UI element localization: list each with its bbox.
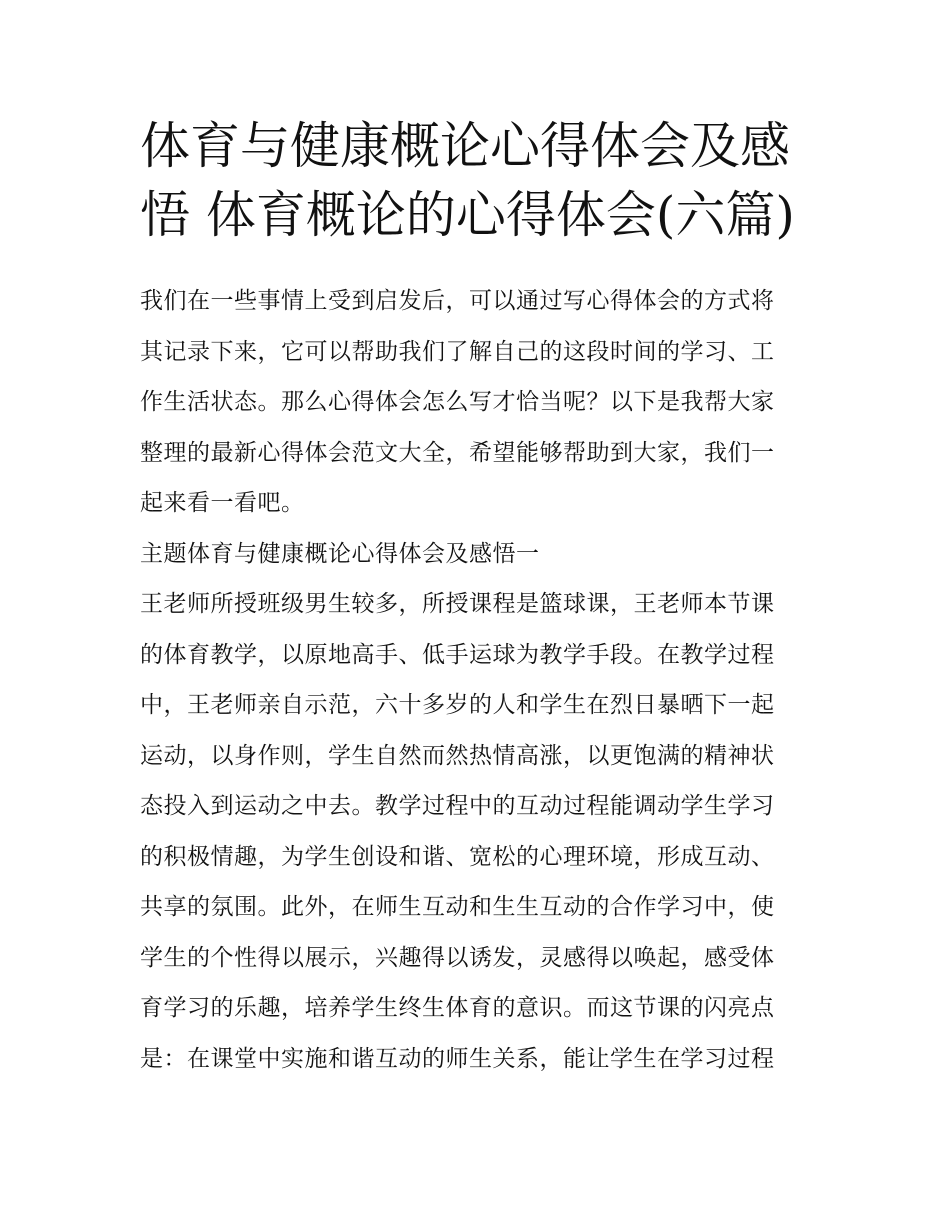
paragraph-line: 的体育教学，以原地高手、低手运球为教学手段。在教学过程 [140, 641, 775, 668]
paragraph-line: 态投入到运动之中去。教学过程中的互动过程能调动学生学习 [140, 793, 775, 819]
paragraph-line: 是：在课堂中实施和谐互动的师生关系，能让学生在学习过程 [140, 1045, 775, 1072]
paragraph-line: 育学习的乐趣，培养学生终生体育的意识。而这节课的闪亮点 [140, 995, 775, 1021]
title-line: 体育与健康概论心得体会及感 [140, 117, 790, 175]
document-body [140, 284, 820, 1092]
intro-line: 我们在一些事情上受到启发后，可以通过写心得体会的方式将 [140, 288, 775, 314]
paragraph-line: 王老师所授班级男生较多，所授课程是篮球课，王老师本节课 [140, 591, 775, 617]
paragraph-line: 学生的个性得以展示，兴趣得以诱发，灵感得以唤起，感受体 [140, 944, 775, 971]
paragraph-line: 的积极情趣，为学生创设和谐、宽松的心理环境，形成互动、 [140, 843, 775, 870]
title-line: 悟 体育概论的心得体会(六篇) [140, 186, 795, 244]
intro-line: 整理的最新心得体会范文大全，希望能够帮助到大家，我们一 [140, 439, 775, 466]
paragraph-line: 中，王老师亲自示范，六十多岁的人和学生在烈日暴晒下一起 [140, 692, 775, 718]
section-heading: 主题体育与健康概论心得体会及感悟一 [140, 540, 540, 567]
paragraph-line: 运动，以身作则，学生自然而然热情高涨，以更饱满的精神状 [140, 742, 775, 769]
document-title [140, 112, 820, 250]
intro-line: 其记录下来，它可以帮助我们了解自己的这段时间的学习、工 [140, 338, 775, 365]
intro-line: 作生活状态。那么心得体会怎么写才恰当呢？以下是我帮大家 [140, 389, 775, 415]
paragraph-line: 共享的氛围。此外，在师生互动和生生互动的合作学习中，使 [140, 894, 775, 920]
intro-line: 起来看一看吧。 [140, 490, 305, 516]
